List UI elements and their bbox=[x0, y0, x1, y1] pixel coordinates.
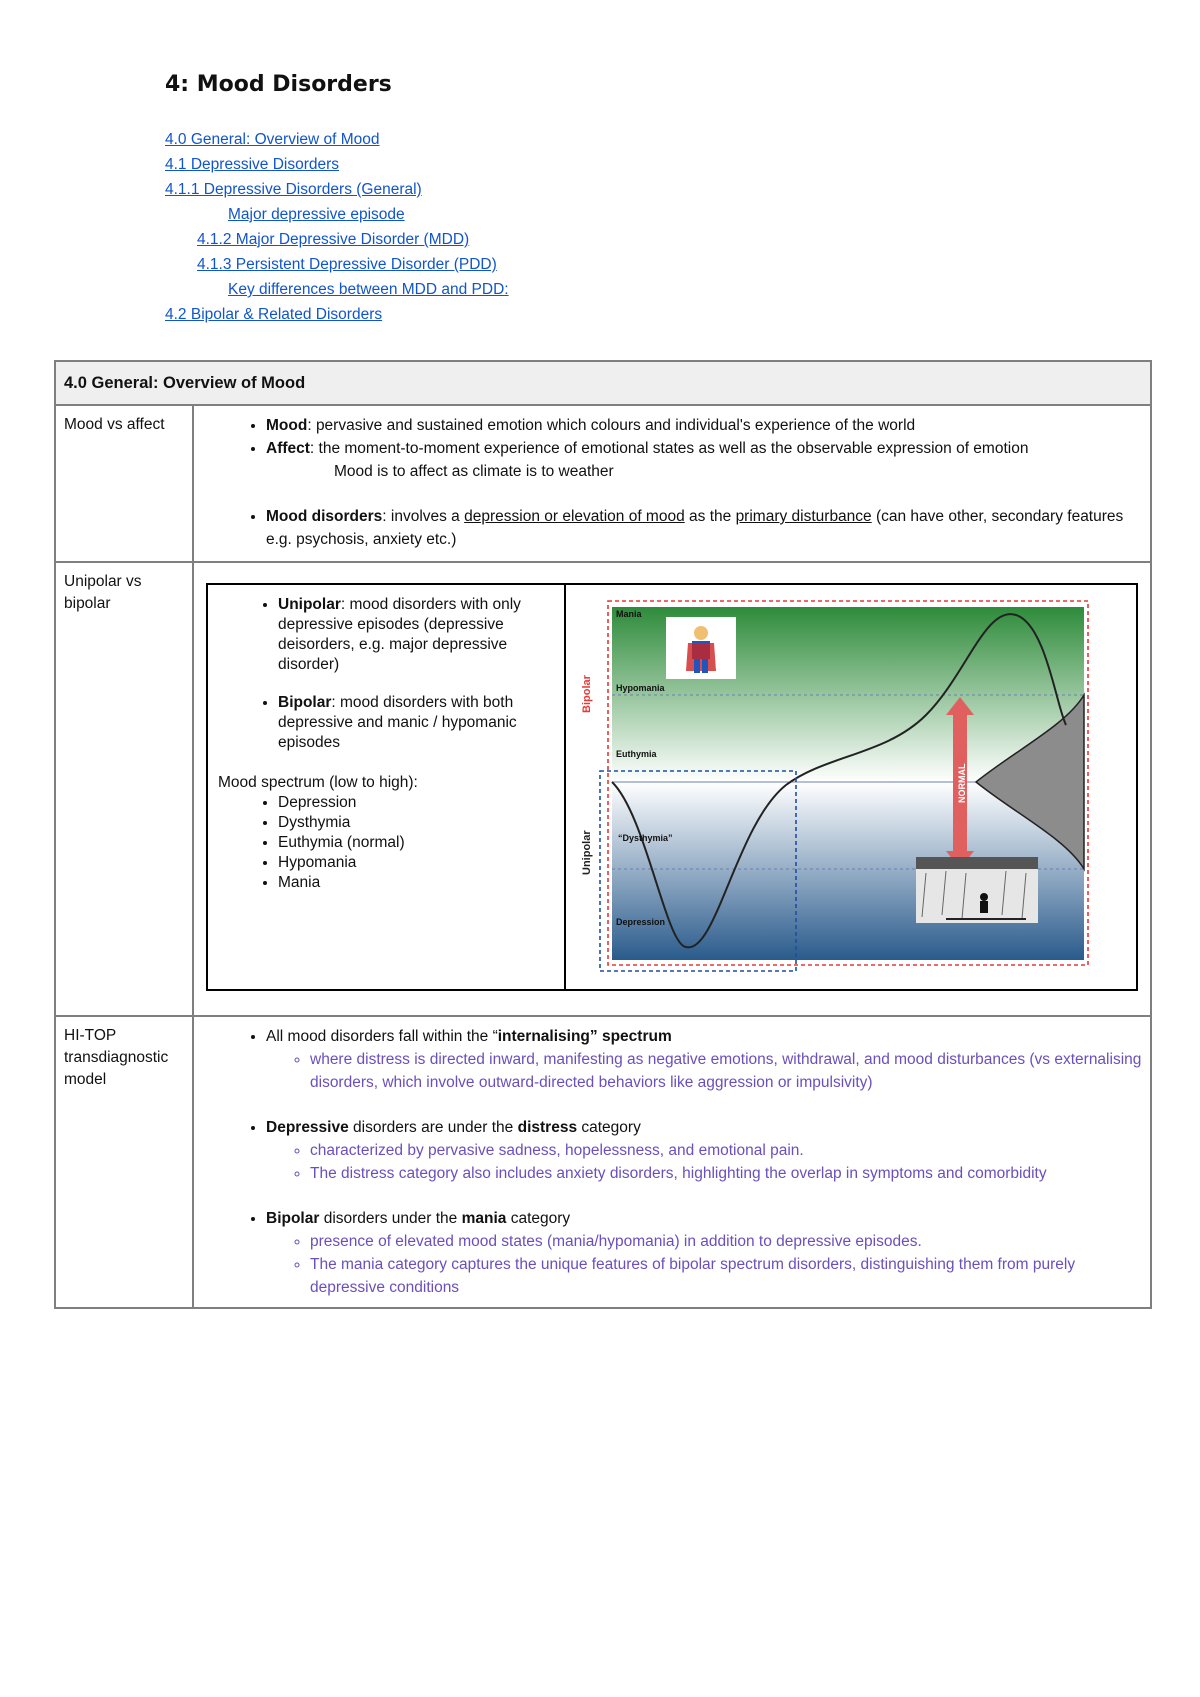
term-unipolar: Unipolar bbox=[278, 596, 341, 613]
bold-term: distress bbox=[517, 1119, 578, 1136]
underlined-text: primary disturbance bbox=[735, 508, 872, 525]
term-bipolar: Bipolar bbox=[278, 694, 332, 711]
table-row-hitop bbox=[55, 1016, 1151, 1308]
sub-list-item: ◦ The mania category captures the unique features of bipolar spectrum disorders, distinguishing them from purely depressive conditions bbox=[310, 1253, 1142, 1299]
bold-term: mania bbox=[461, 1210, 507, 1227]
toc-link[interactable]: 4.1.3 Persistent Depressive Disorder (PDD) bbox=[197, 256, 497, 273]
list-item: • Euthymia (normal) bbox=[278, 833, 554, 853]
mood-affect-list bbox=[202, 414, 1142, 460]
table-row-mood-affect bbox=[55, 405, 1151, 562]
climate-weather-note: Mood is to affect as climate is to weather bbox=[334, 463, 614, 480]
sub-list bbox=[266, 1139, 1142, 1185]
sub-list-item: ◦ presence of elevated mood states (mania/hypomania) in addition to depressive episodes. bbox=[310, 1230, 1142, 1253]
list-item: • Hypomania bbox=[278, 853, 554, 873]
toc-link[interactable]: 4.1 Depressive Disorders bbox=[165, 156, 340, 173]
text-fragment: as the bbox=[684, 508, 736, 525]
hitop-list bbox=[202, 1025, 1142, 1094]
row-content-hitop bbox=[193, 1016, 1151, 1308]
definition-affect: : the moment-to-moment experience of emotional states as well as the observable expression of emotion bbox=[309, 440, 1029, 457]
mood-diagram-svg bbox=[566, 585, 1126, 989]
list-item: • Mania bbox=[278, 873, 554, 893]
text-fragment: (can have other, secondary features e.g. psychosis, anxiety etc.) bbox=[266, 508, 1124, 548]
term-mood: Mood bbox=[266, 417, 308, 434]
level-label-depression: Depression bbox=[616, 917, 666, 927]
bold-term: internalising” spectrum bbox=[497, 1028, 672, 1045]
definition-bipolar: : mood disorders with both depressive and manic / hypomanic episodes bbox=[278, 694, 517, 751]
side-label-unipolar: Unipolar bbox=[581, 830, 593, 875]
level-label-hypomania: Hypomania bbox=[616, 683, 665, 693]
list-item bbox=[266, 1116, 1142, 1185]
mood-spectrum-list bbox=[218, 793, 554, 893]
text-fragment: : involves a bbox=[382, 508, 465, 525]
list-item: • Dysthymia bbox=[278, 813, 554, 833]
level-label-dysthymia: “Dysthymia” bbox=[618, 833, 673, 843]
text-fragment: All mood disorders fall within the “ bbox=[266, 1028, 498, 1045]
hitop-list bbox=[202, 1207, 1142, 1299]
definition-unipolar: : mood disorders with only depressive episodes (depressive deisorders, e.g. major depressive disorder) bbox=[278, 596, 521, 673]
row-content-mood-affect bbox=[193, 405, 1151, 562]
level-label-mania: Mania bbox=[616, 609, 642, 619]
overview-table bbox=[54, 360, 1152, 1309]
sub-list-item: ◦ characterized by pervasive sadness, hopelessness, and emotional pain. bbox=[310, 1139, 1142, 1162]
sub-list bbox=[266, 1230, 1142, 1299]
sub-list-item: ◦ where distress is directed inward, manifesting as negative emotions, withdrawal, and mood disturbances (vs externalising disorders, which involve outward-directed behaviors like aggression or impulsivity) bbox=[310, 1048, 1142, 1094]
list-item bbox=[278, 595, 554, 675]
page-title: 4: Mood Disorders bbox=[165, 72, 392, 97]
unipolar-bipolar-box bbox=[206, 583, 1138, 991]
list-item bbox=[266, 505, 1142, 551]
text-fragment: disorders are under the bbox=[348, 1119, 518, 1136]
section-header: 4.0 General: Overview of Mood bbox=[55, 361, 1151, 405]
mood-disorders-list bbox=[202, 505, 1142, 551]
bold-term: Depressive bbox=[266, 1119, 349, 1136]
toc-link[interactable]: 4.1.2 Major Depressive Disorder (MDD) bbox=[197, 231, 470, 248]
table-row-unipolar-bipolar bbox=[55, 562, 1151, 1016]
hitop-list bbox=[202, 1116, 1142, 1185]
list-item bbox=[278, 693, 554, 753]
definition-list bbox=[218, 595, 554, 675]
list-item bbox=[266, 1025, 1142, 1094]
toc-link[interactable]: 4.0 General: Overview of Mood bbox=[165, 131, 380, 148]
toc-link[interactable]: 4.1.1 Depressive Disorders (General) bbox=[165, 181, 422, 198]
row-label-mood-affect: Mood vs affect bbox=[55, 405, 193, 562]
side-label-bipolar: Bipolar bbox=[581, 675, 593, 713]
rain-figure-image bbox=[916, 857, 1038, 923]
text-fragment: disorders under the bbox=[319, 1210, 462, 1227]
level-label-euthymia: Euthymia bbox=[616, 749, 657, 759]
normal-label: NORMAL bbox=[957, 763, 967, 803]
sub-list bbox=[266, 1048, 1142, 1094]
list-item bbox=[266, 1207, 1142, 1299]
text-fragment: category bbox=[506, 1210, 571, 1227]
unipolar-bipolar-text bbox=[208, 585, 566, 989]
underlined-text: depression or elevation of mood bbox=[464, 508, 685, 525]
row-content-unipolar-bipolar bbox=[193, 562, 1151, 1016]
row-label-unipolar-bipolar: Unipolar vs bipolar bbox=[55, 562, 193, 1016]
term-affect: Affect bbox=[266, 440, 310, 457]
toc-link[interactable]: 4.2 Bipolar & Related Disorders bbox=[165, 306, 383, 323]
table-of-contents bbox=[165, 127, 509, 327]
term-mood-disorders: Mood disorders bbox=[266, 508, 383, 525]
list-item: • Depression bbox=[278, 793, 554, 813]
sub-list-item: ◦ The distress category also includes anxiety disorders, highlighting the overlap in symptoms and comorbidity bbox=[310, 1162, 1142, 1185]
row-label-hitop: HI-TOP transdiagnostic model bbox=[55, 1016, 193, 1308]
toc-link[interactable]: Key differences between MDD and PDD: bbox=[228, 281, 509, 298]
definition-mood: : pervasive and sustained emotion which colours and individual's experience of the world bbox=[307, 417, 916, 434]
spectrum-heading: Mood spectrum (low to high): bbox=[218, 774, 418, 791]
text-fragment: category bbox=[577, 1119, 641, 1136]
table-header-row bbox=[55, 361, 1151, 405]
mood-spectrum-diagram bbox=[566, 585, 1136, 989]
list-item bbox=[266, 437, 1142, 460]
toc-link[interactable]: Major depressive episode bbox=[228, 206, 405, 223]
bold-term: Bipolar bbox=[266, 1210, 320, 1227]
list-item bbox=[266, 414, 1142, 437]
definition-list bbox=[218, 693, 554, 753]
